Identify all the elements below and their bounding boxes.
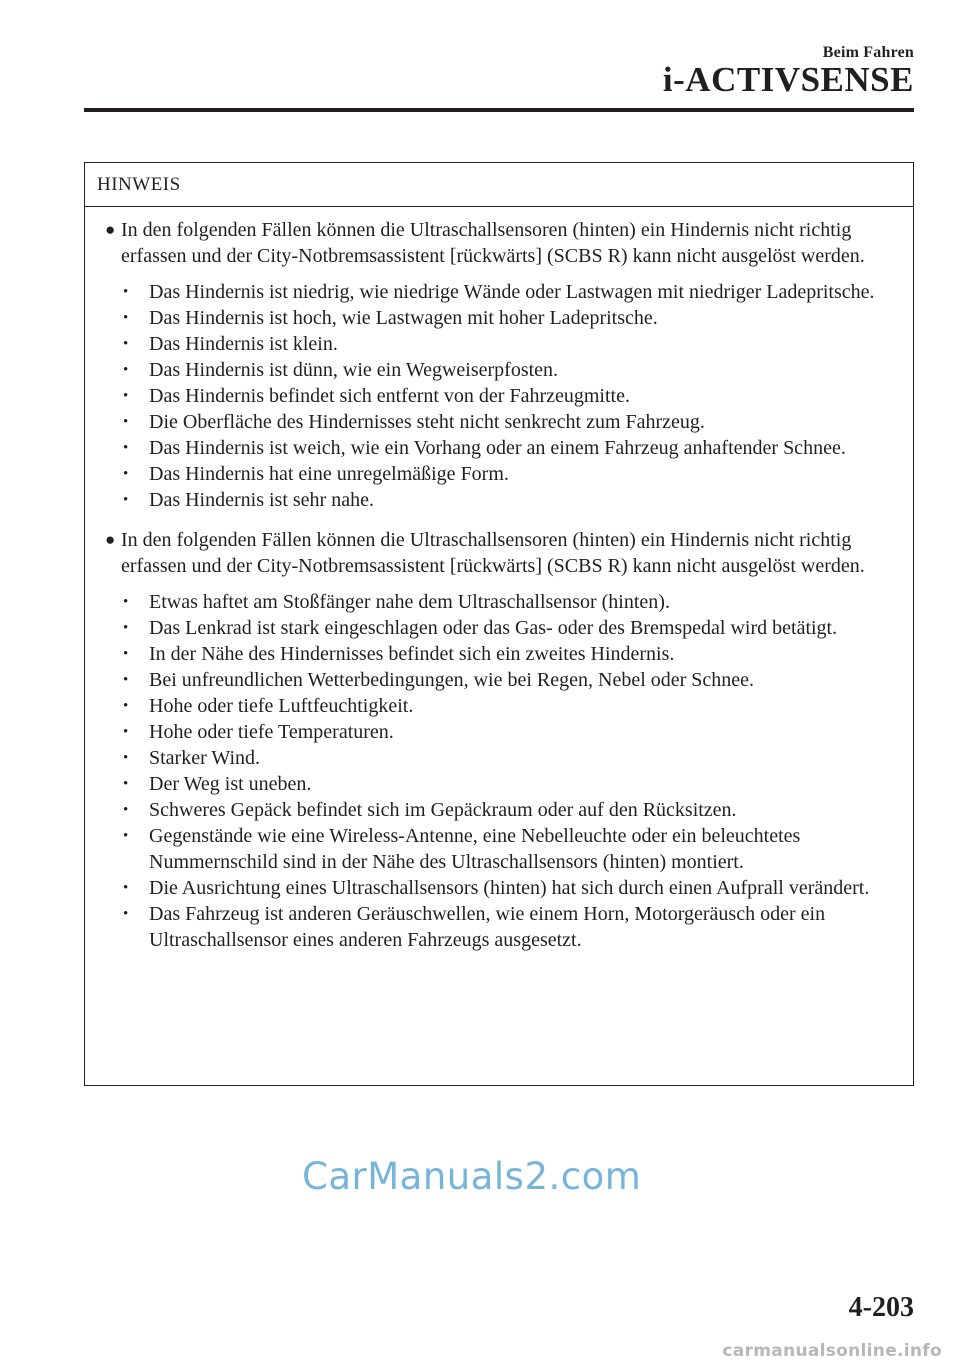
note-title: HINWEIS (85, 163, 913, 207)
sub-bullet-icon: • (123, 492, 129, 508)
sub-bullet-text: Das Lenkrad ist stark eingeschlagen oder das Gas- oder des Bremspedal wird betätigt. (149, 617, 838, 639)
sub-bullet-item (121, 357, 901, 383)
sub-bullet-item (121, 641, 901, 667)
sub-bullet-icon: • (123, 620, 129, 636)
sub-bullet-text: Bei unfreundlichen Wetterbedingungen, wie bei Regen, Nebel oder Schnee. (149, 669, 755, 691)
header-rule (84, 108, 914, 112)
note-box (84, 162, 914, 1086)
watermark: CarManuals2.com (302, 1155, 642, 1198)
sub-bullet-text: Die Oberfläche des Hindernisses steht nicht senkrecht zum Fahrzeug. (149, 411, 705, 433)
sub-bullet-item (121, 383, 901, 409)
sub-bullet-icon: • (123, 414, 129, 430)
sub-bullet-item (121, 823, 901, 875)
sub-bullet-text: In der Nähe des Hindernisses befindet sich ein zweites Hindernis. (149, 643, 675, 665)
sub-bullet-text: Gegenstände wie eine Wireless-Antenne, eine Nebelleuchte oder ein beleuchtetes Nummernschild sind in der Nähe des Ultraschallsensors (hinten) montiert. (149, 825, 801, 873)
sub-bullet-item (121, 667, 901, 693)
sub-bullet-icon: • (123, 310, 129, 326)
sub-bullet-icon: • (123, 672, 129, 688)
main-bullet-text: In den folgenden Fällen können die Ultraschallsensoren (hinten) ein Hindernis nicht richtig erfassen und der City-Notbremsassistent [rückwärts] (SCBS R) kann nicht ausgelöst werden. (121, 529, 865, 577)
sub-bullet-item (121, 615, 901, 641)
sub-bullet-icon: • (123, 776, 129, 792)
sub-bullet-text: Schweres Gepäck befindet sich im Gepäckraum oder auf den Rücksitzen. (149, 799, 737, 821)
sub-bullet-item (121, 745, 901, 771)
sub-bullet-text: Das Hindernis befindet sich entfernt von der Fahrzeugmitte. (149, 385, 630, 407)
sub-bullet-text: Der Weg ist uneben. (149, 773, 312, 795)
chapter-title: i-ACTIVSENSE (662, 60, 914, 99)
footer-watermark: carmanualsonline.info (722, 1341, 942, 1361)
sub-list (121, 589, 901, 953)
sub-bullet-text: Etwas haftet am Stoßfänger nahe dem Ultraschallsensor (hinten). (149, 591, 670, 613)
sub-bullet-icon: • (123, 440, 129, 456)
sub-bullet-item (121, 409, 901, 435)
main-bullet-item (97, 527, 901, 953)
sub-bullet-item (121, 487, 901, 513)
sub-bullet-item (121, 901, 901, 953)
sub-bullet-text: Hohe oder tiefe Temperaturen. (149, 721, 394, 743)
sub-bullet-icon: • (123, 828, 129, 844)
sub-bullet-icon: • (123, 724, 129, 740)
sub-bullet-icon: • (123, 646, 129, 662)
sub-bullet-item (121, 719, 901, 745)
note-body (85, 207, 913, 953)
sub-bullet-text: Das Hindernis ist niedrig, wie niedrige Wände oder Lastwagen mit niedriger Ladepritsche. (149, 281, 875, 303)
main-bullet-icon: ● (105, 530, 116, 549)
main-bullet-icon: ● (105, 220, 116, 239)
sub-bullet-text: Hohe oder tiefe Luftfeuchtigkeit. (149, 695, 414, 717)
sub-bullet-item (121, 693, 901, 719)
sub-bullet-icon: • (123, 388, 129, 404)
page-number: 4-203 (848, 1292, 914, 1323)
sub-bullet-text: Die Ausrichtung eines Ultraschallsensors (hinten) hat sich durch einen Aufprall verändert. (149, 877, 870, 899)
sub-bullet-icon: • (123, 336, 129, 352)
sub-bullet-icon: • (123, 880, 129, 896)
sub-bullet-text: Das Hindernis ist weich, wie ein Vorhang oder an einem Fahrzeug anhaftender Schnee. (149, 437, 846, 459)
main-bullet-text: In den folgenden Fällen können die Ultraschallsensoren (hinten) ein Hindernis nicht richtig erfassen und der City-Notbremsassistent [rückwärts] (SCBS R) kann nicht ausgelöst werden. (121, 219, 865, 267)
sub-bullet-icon: • (123, 750, 129, 766)
sub-bullet-icon: • (123, 906, 129, 922)
sub-bullet-item (121, 279, 901, 305)
sub-bullet-text: Das Hindernis ist dünn, wie ein Wegweiserpfosten. (149, 359, 559, 381)
sub-bullet-item (121, 771, 901, 797)
sub-bullet-text: Das Hindernis ist sehr nahe. (149, 489, 374, 511)
sub-bullet-icon: • (123, 466, 129, 482)
sub-bullet-text: Das Fahrzeug ist anderen Geräuschwellen, wie einem Horn, Motorgeräusch oder ein Ultraschallsensor eines anderen Fahrzeugs ausgesetzt. (149, 903, 826, 951)
sub-bullet-item (121, 461, 901, 487)
main-bullet-item (97, 217, 901, 513)
sub-bullet-text: Das Hindernis hat eine unregelmäßige Form. (149, 463, 509, 485)
sub-bullet-text: Starker Wind. (149, 747, 261, 769)
sub-bullet-item (121, 305, 901, 331)
sub-bullet-icon: • (123, 362, 129, 378)
sub-bullet-text: Das Hindernis ist hoch, wie Lastwagen mit hoher Ladepritsche. (149, 307, 658, 329)
sub-bullet-icon: • (123, 698, 129, 714)
sub-bullet-icon: • (123, 802, 129, 818)
sub-bullet-item (121, 435, 901, 461)
sub-bullet-icon: • (123, 284, 129, 300)
sub-bullet-item (121, 331, 901, 357)
sub-bullet-item (121, 797, 901, 823)
sub-list (121, 279, 901, 513)
sub-bullet-icon: • (123, 594, 129, 610)
sub-bullet-item (121, 589, 901, 615)
section-title: Beim Fahren (822, 44, 914, 61)
sub-bullet-text: Das Hindernis ist klein. (149, 333, 338, 355)
sub-bullet-item (121, 875, 901, 901)
